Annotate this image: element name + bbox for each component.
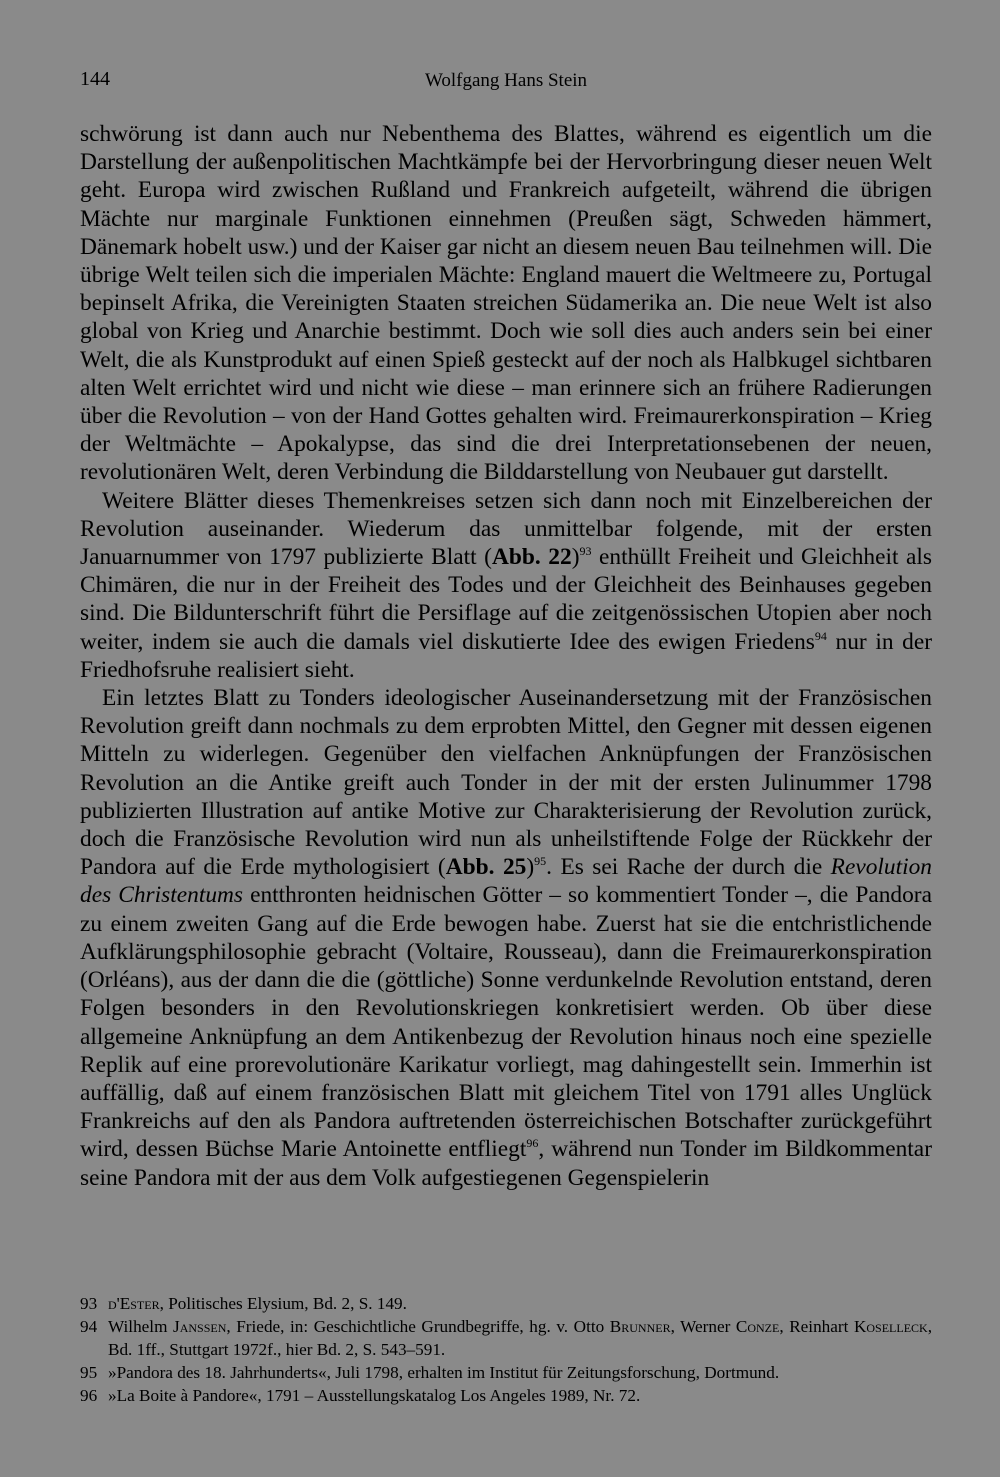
footnote-94	[80, 1315, 932, 1361]
footnote-text: , Politisches Elysium, Bd. 2, S. 149.	[159, 1294, 407, 1313]
footnote-number: 94	[80, 1317, 98, 1336]
footnote-ref-94[interactable]: 94	[814, 628, 827, 643]
footnote-96	[80, 1384, 932, 1407]
footnotes	[80, 1292, 932, 1407]
paragraph-3-text-a: Ein letztes Blatt zu Tonders ideologischer Auseinandersetzung mit der Französischen Revolution greift dann nochmals zu dem erprobten Mittel, den Gegner mit dessen eigenen Mitteln zu widerlegen. Gegenüber den vielfachen Anknüpfungen der Französischen Revolution an die Antike greift auch Tonder in der mit der ersten Julinummer 1798 publizierten Illustration auf antike Motive zur Charakterisierung der Revolution zurück, doch die Französische Revolution wird nun als unheilstiftende Folge der Rückkehr der Pandora auf die Erde mythologisiert (	[80, 685, 932, 881]
footnote-text: Janssen	[173, 1317, 227, 1336]
footnote-text: Brunner	[609, 1317, 671, 1336]
body-text	[80, 120, 932, 1192]
footnote-text: Wilhelm	[108, 1317, 174, 1336]
paragraph-2-text-a: Weitere Blätter dieses Themenkreises setzen sich dann noch mit Einzelbereichen der Revolution auseinander. Wiederum das unmittelbar folgende, mit der ersten Januarnummer von 1797 publizierte Blatt (	[80, 487, 932, 571]
footnote-93	[80, 1292, 932, 1315]
page-number: 144	[80, 68, 110, 90]
footnote-text: »La Boite à Pandore«, 1791 – Ausstellungskatalog Los Angeles 1989, Nr. 72.	[108, 1386, 641, 1405]
footnote-text: Conze	[735, 1317, 780, 1336]
figure-ref-abb-22: Abb. 22	[491, 544, 572, 571]
paragraph-3-text-b: )	[526, 854, 535, 881]
paragraph-1	[80, 120, 932, 487]
paragraph-1-text: schwörung ist dann auch nur Nebenthema des Blattes, während es eigentlich um die Darstellung der außenpolitischen Machtkämpfe bei der Hervorbringung dieser neuen Welt geht. Europa wird zwischen Rußland und Frankreich aufgeteilt, während die übrigen Mächte nur marginale Funktionen einnehmen (Preußen sägt, Schweden hämmert, Dänemark hobelt usw.) und der Kaiser gar nicht an diesem neuen Bau teilnehmen will. Die übrige Welt teilen sich die imperialen Mächte: England mauert die Weltmeere zu, Portugal bepinselt Afrika, die Vereinigten Staaten streichen Südamerika an. Die neue Welt ist also global von Krieg und Anarchie bestimmt. Doch wie soll dies auch anders sein bei einer Welt, die als Kunstprodukt auf einen Spieß gesteckt auf der noch als Halbkugel sichtbaren alten Welt errichtet wird und nicht wie diese – man erinnere sich an frühere Radierungen über die Revolution – von der Hand Gottes gehalten wird. Freimaurerkonspiration – Krieg der Weltmächte – Apokalypse, das sind die drei Interpretationsebenen der neuen, revolutionären Welt, deren Verbindung die Bilddarstellung von Neubauer gut darstellt.	[80, 121, 932, 486]
paragraph-3-text-e: , während nun Tonder im Bildkommentar seine Pandora mit der aus dem Volk aufgestiegenen Gegenspielerin	[80, 1136, 932, 1191]
footnote-number: 95	[80, 1363, 98, 1382]
footnote-number: 93	[80, 1294, 98, 1313]
page-header	[80, 68, 932, 96]
paragraph-2	[80, 487, 932, 684]
paragraph-2-text-b: )	[571, 544, 580, 571]
figure-ref-abb-25: Abb. 25	[445, 854, 527, 881]
footnote-ref-95[interactable]: 95	[534, 854, 547, 869]
footnote-ref-96[interactable]: 96	[526, 1136, 539, 1151]
footnote-text: , Werner	[670, 1317, 736, 1336]
footnote-ref-93[interactable]: 93	[579, 544, 592, 559]
footnote-text: Koselleck	[853, 1317, 928, 1336]
footnote-text: »Pandora des 18. Jahrhunderts«, Juli 1798, erhalten im Institut für Zeitungsforschung, Dortmund.	[108, 1363, 780, 1382]
paragraph-3	[80, 684, 932, 1192]
paragraph-2-text-c: enthüllt Freiheit und Gleichheit als Chimären, die nur in der Freiheit des Todes und der Gleichheit des Beinhauses gegeben sind. Die Bildunterschrift führt die Persiflage auf die zeitgenössischen Utopien aber noch weiter, indem sie auch die damals viel diskutierte Idee des ewigen Friedens	[80, 544, 933, 655]
paragraph-3-text-d: entthronten heidnischen Götter – so kommentiert Tonder –, die Pandora zu einem zweiten Gang auf die Erde bewogen habe. Zuerst hat sie die entchristlichende Aufklärungsphilosophie gebracht (Voltaire, Rousseau), dann die Freimaurerkonspiration (Orléans), aus der dann die die (göttliche) Sonne verdunkelnde Revolution entstand, deren Folgen besonders in den Revolutionskriegen konkretisiert werden. Ob über diese allgemeine Anknüpfung an dem Antikenbezug der Revolution hinaus noch eine spezielle Replik auf eine prorevolutionäre Karikatur vorliegt, mag dahingestellt sein. Immerhin ist auffällig, daß auf einem französischen Blatt mit gleichem Titel von 1791 alles Unglück Frankreichs auf den als Pandora auftretenden österreichischen Botschafter zurückgeführt wird, dessen Büchse Marie Antoinette entfliegt	[80, 882, 932, 1163]
paragraph-3-text-c: . Es sei Rache der durch die	[546, 854, 831, 881]
footnote-text: , Bd. 1ff., Stuttgart 1972f., hier Bd. 2, S. 543–591.	[108, 1317, 932, 1359]
footnote-text: d'Ester	[108, 1294, 160, 1313]
footnote-text: , Reinhart	[779, 1317, 854, 1336]
italic-title: Revolution des Christentums	[80, 854, 933, 909]
paragraph-2-text-d: nur in der Friedhofsruhe realisiert sieht.	[80, 628, 932, 683]
footnote-text: , Friede, in: Geschichtliche Grundbegriffe, hg. v. Otto	[226, 1317, 610, 1336]
footnote-95	[80, 1361, 932, 1384]
footnote-number: 96	[80, 1386, 98, 1405]
running-head: Wolfgang Hans Stein	[424, 70, 588, 91]
